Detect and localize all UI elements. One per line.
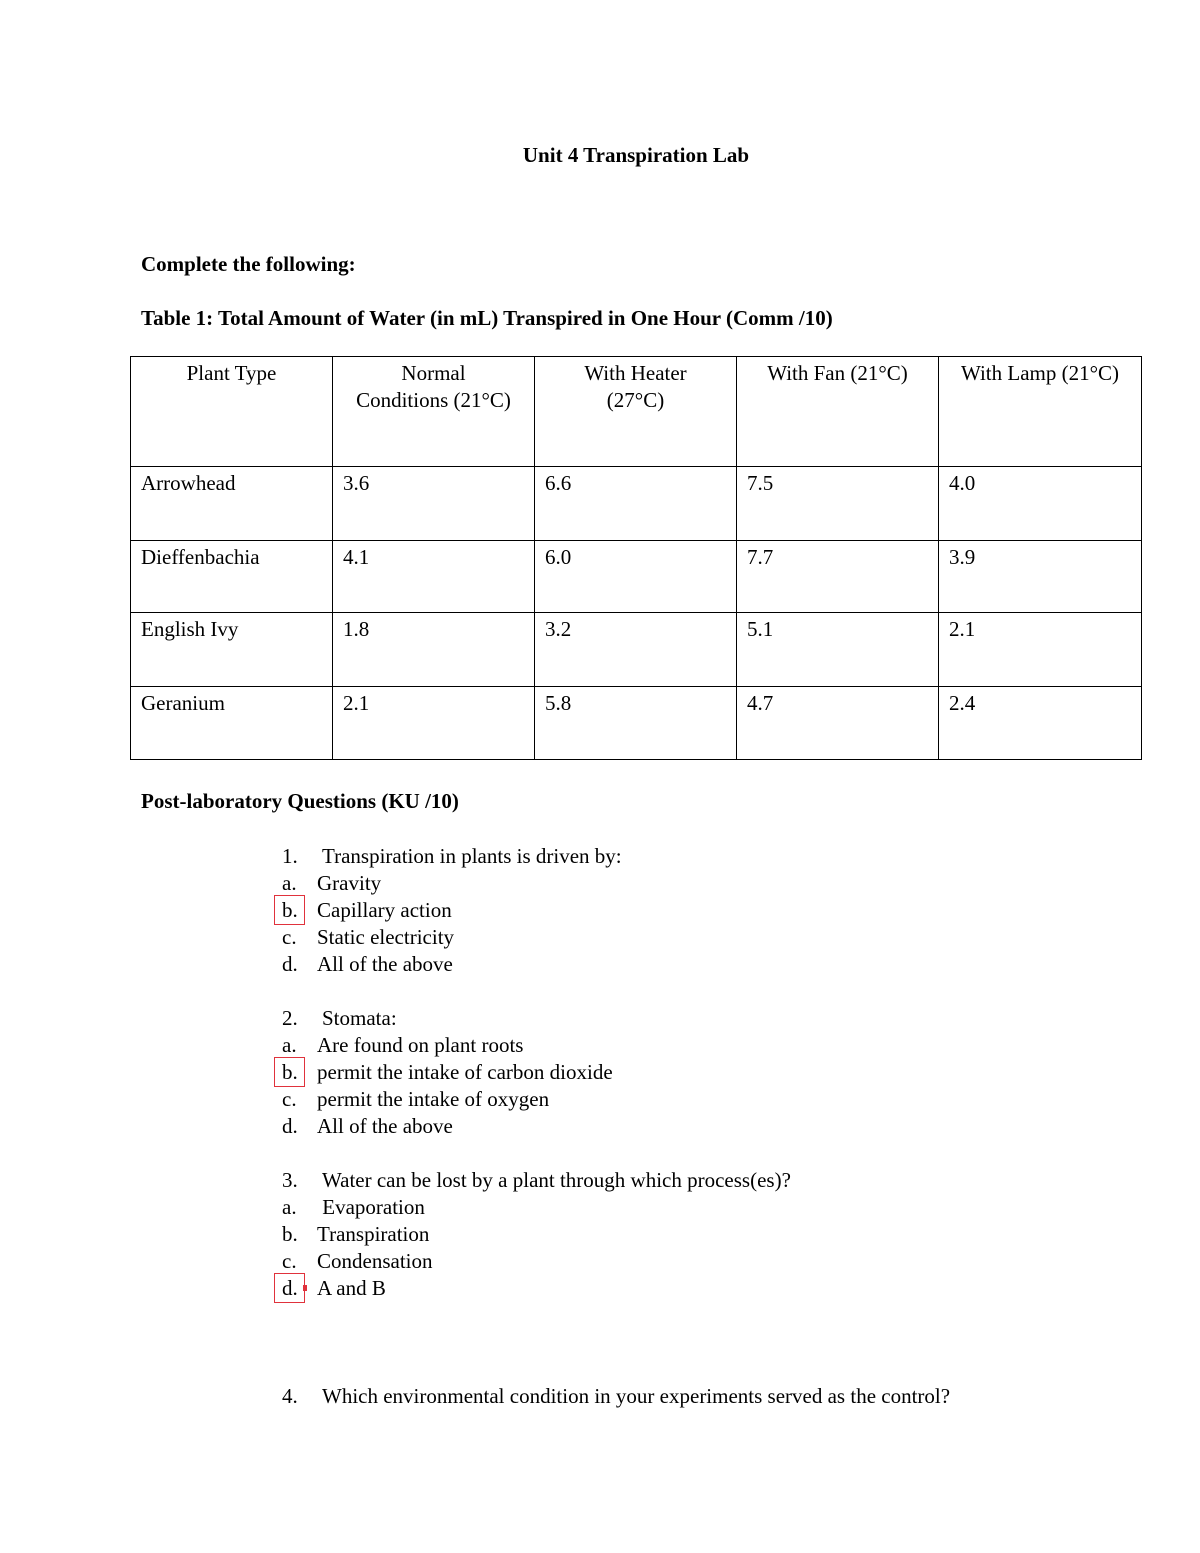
plant-name-cell: Dieffenbachia [131,541,333,613]
table-header-row [131,357,1142,467]
water-value-cell: 2.1 [333,687,535,760]
question-line [282,1167,950,1194]
water-value-cell: 4.7 [737,687,939,760]
answer-option [282,897,950,924]
question-line [282,1005,950,1032]
questions-list [282,843,950,1410]
option-letter-text: b. [282,1060,298,1084]
option-letter [282,1248,317,1275]
answer-option [282,1194,950,1221]
option-text: Are found on plant roots [317,1033,524,1057]
question-line [282,843,950,870]
question-text: Which environmental condition in your experiments served as the control? [322,1384,951,1408]
option-letter [282,924,317,951]
option-letter [282,1113,317,1140]
water-value-cell: 4.1 [333,541,535,613]
water-value-cell: 7.7 [737,541,939,613]
water-value-cell: 2.4 [939,687,1142,760]
answer-option [282,1113,950,1140]
option-letter [282,1275,317,1302]
question-number: 2. [282,1006,298,1030]
option-text: permit the intake of carbon dioxide [317,1060,613,1084]
answer-option [282,1248,950,1275]
selected-answer-box [274,895,305,925]
instructions-heading: Complete the following: [141,252,356,276]
option-text: All of the above [317,952,453,976]
table-row [131,467,1142,541]
table-header-cell [737,357,939,467]
selected-answer-box [274,1057,305,1087]
header-text: With Fan (21°C) [767,361,908,385]
answer-option [282,1059,950,1086]
water-value-cell: 3.6 [333,467,535,541]
header-text: With Heater [584,361,687,385]
answer-option [282,1275,950,1302]
option-letter-text: b. [282,1222,298,1246]
table-row [131,687,1142,760]
water-value-cell: 5.1 [737,613,939,687]
water-value-cell: 5.8 [535,687,737,760]
table-header-cell [131,357,333,467]
option-letter-text: a. [282,1033,297,1057]
water-value-cell: 6.6 [535,467,737,541]
answer-option [282,870,950,897]
page-title: Unit 4 Transpiration Lab [522,143,750,167]
plant-name-cell: Geranium [131,687,333,760]
option-letter [282,1059,317,1086]
table-header-cell [535,357,737,467]
answer-option [282,924,950,951]
question-line [282,1383,950,1410]
water-value-cell: 3.9 [939,541,1142,613]
option-letter-text: c. [282,1249,297,1273]
header-text: Plant Type [186,361,277,385]
answer-option [282,1221,950,1248]
transpiration-table [130,356,1142,760]
selected-answer-box [274,1273,305,1303]
question-item [282,1383,950,1410]
option-letter [282,951,317,978]
questions-heading: Post-laboratory Questions (KU /10) [141,789,459,813]
option-text: permit the intake of oxygen [317,1087,550,1111]
option-letter-text: d. [282,952,298,976]
question-item [282,1005,950,1140]
question-item [282,843,950,978]
option-text: Gravity [317,871,382,895]
table-header-cell [939,357,1142,467]
option-letter-text: b. [282,898,298,922]
question-text: Stomata: [322,1006,397,1030]
transpiration-table-container [130,356,1142,760]
option-letter [282,1194,317,1221]
plant-name-cell: Arrowhead [131,467,333,541]
option-text: All of the above [317,1114,453,1138]
water-value-cell: 7.5 [737,467,939,541]
option-letter-text: d. [282,1276,298,1300]
question-text: Transpiration in plants is driven by: [322,844,622,868]
option-letter-text: c. [282,925,297,949]
question-number: 3. [282,1168,298,1192]
option-letter [282,1086,317,1113]
option-letter-text: c. [282,1087,297,1111]
water-value-cell: 3.2 [535,613,737,687]
answer-option [282,951,950,978]
answer-option [282,1032,950,1059]
table-caption: Table 1: Total Amount of Water (in mL) Transpired in One Hour (Comm /10) [141,306,833,330]
question-number: 1. [282,844,298,868]
question-item [282,1167,950,1302]
option-letter [282,897,317,924]
question-text: Water can be lost by a plant through which process(es)? [322,1168,791,1192]
option-text: Condensation [317,1249,433,1273]
answer-option [282,1086,950,1113]
water-value-cell: 1.8 [333,613,535,687]
question-number: 4. [282,1384,298,1408]
table-row [131,613,1142,687]
option-text: Capillary action [317,898,452,922]
plant-name-cell: English Ivy [131,613,333,687]
option-letter-text: a. [282,1195,297,1219]
water-value-cell: 6.0 [535,541,737,613]
option-letter [282,1032,317,1059]
option-text: Evaporation [317,1195,425,1219]
header-text: Normal [401,361,466,385]
table-row [131,541,1142,613]
option-text: Transpiration [317,1222,430,1246]
option-letter [282,1221,317,1248]
option-letter-text: a. [282,871,297,895]
option-text: Static electricity [317,925,455,949]
header-text: (27°C) [606,388,665,412]
option-text: A and B [317,1276,386,1300]
water-value-cell: 2.1 [939,613,1142,687]
header-text: Conditions (21°C) [356,388,511,412]
table-header-cell [333,357,535,467]
option-letter-text: d. [282,1114,298,1138]
water-value-cell: 4.0 [939,467,1142,541]
selection-marker [303,1285,307,1291]
option-letter [282,870,317,897]
header-text: With Lamp (21°C) [960,361,1120,385]
